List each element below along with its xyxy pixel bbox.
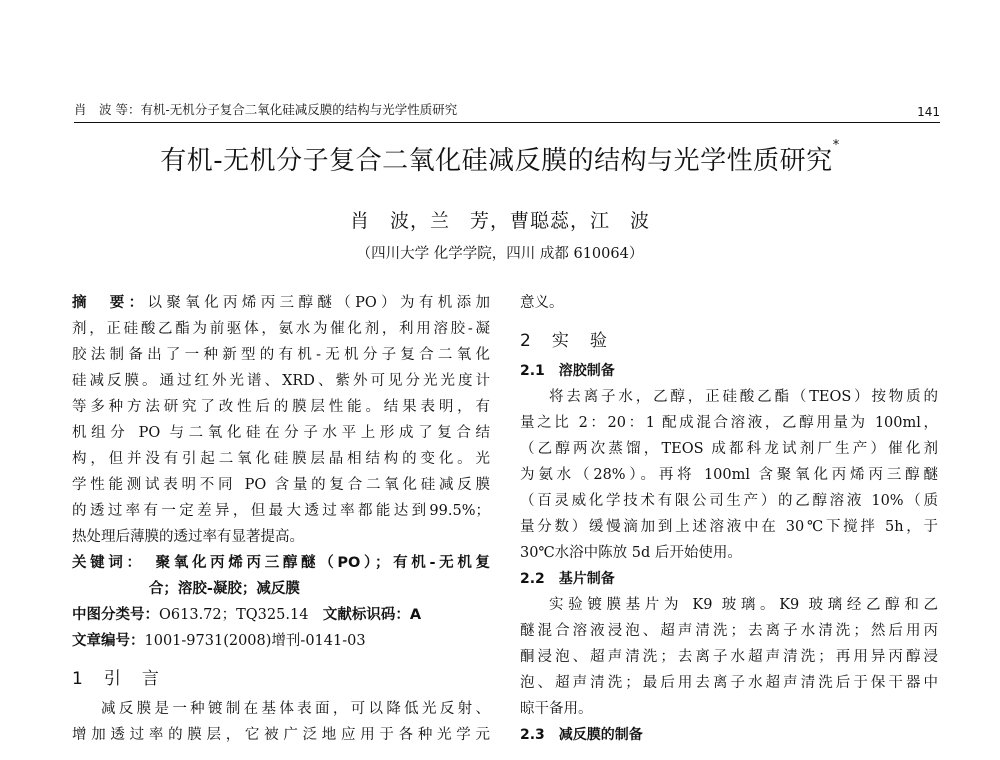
article-number-line xyxy=(72,628,490,654)
right-column xyxy=(520,290,938,748)
body-line: 酮浸泡、超声清洗；去离子水超声清洗；再用异丙醇浸 xyxy=(520,649,938,665)
keywords-line: 关键词： 聚氧化丙烯丙三醇醚（PO）；有机-无机复 xyxy=(72,555,490,571)
abstract-line: 硅减反膜。通过红外光谱、XRD、紫外可见分光光度计 xyxy=(72,373,490,389)
article-title xyxy=(0,140,1000,177)
body-line: 将去离子水，乙醇，正硅酸乙酯（TEOS）按物质的 xyxy=(549,389,938,405)
classification-value: O613.72；TQ325.14 xyxy=(159,607,309,623)
abstract-line: 机组分 PO 与二氧化硅在分子水平上形成了复合结 xyxy=(72,425,490,441)
abstract-line: 等多种方法研究了改性后的膜层性能。结果表明，有 xyxy=(72,399,490,415)
body-line: 30℃水浴中陈放 5d 后开始使用。 xyxy=(520,545,742,561)
title-footnote-mark: * xyxy=(832,138,840,153)
body-line: 泡、超声清洗；最后用去离子水超声清洗后于保干器中 xyxy=(520,675,938,691)
subsection-2-3-heading: 2.3 减反膜的制备 xyxy=(520,727,643,743)
section-1-heading: 1 引 言 xyxy=(72,669,161,689)
abstract-line: 热处理后薄膜的透过率有显著提高。 xyxy=(72,529,304,545)
affiliation: （四川大学 化学学院，四川 成都 610064） xyxy=(356,246,644,262)
section-2-heading: 2 实 验 xyxy=(520,331,609,351)
keywords-label: 关键词： xyxy=(72,555,138,571)
classification-line xyxy=(72,602,490,628)
left-column xyxy=(72,290,490,748)
abstract-line: 学性能测试表明不同 PO 含量的复合二氧化硅减反膜 xyxy=(72,477,490,493)
body-line: 醚混合溶液浸泡、超声清洗；去离子水清洗；然后用丙 xyxy=(520,623,938,639)
doc-code: A xyxy=(409,607,422,623)
body-line: 为氨水（28%）。再将 100ml 含聚氧化丙烯丙三醇醚 xyxy=(520,467,938,483)
classification-label: 中图分类号： xyxy=(72,607,159,623)
title-text: 有机-无机分子复合二氧化硅减反膜的结构与光学性质研究 xyxy=(160,146,833,176)
article-number-value: 1001-9731(2008)增刊-0141-03 xyxy=(144,633,366,649)
body-line: 增加透过率的膜层，它被广泛地应用于各种光学元 xyxy=(72,727,490,743)
body-line: （乙醇两次蒸馏，TEOS 成都科龙试剂厂生产）催化剂 xyxy=(520,441,938,457)
body-line: 量之比 2：20：1 配成混合溶液，乙醇用量为 100ml， xyxy=(520,415,938,431)
abstract-line: 胶法制备出了一种新型的有机-无机分子复合二氧化 xyxy=(72,347,490,363)
keywords xyxy=(72,550,490,602)
body-line: （百灵威化学技术有限公司生产）的乙醇溶液 10%（质 xyxy=(520,493,938,509)
abstract-line: 的透过率有一定差异，但最大透过率都能达到99.5%； xyxy=(72,503,490,519)
running-header-text: 肖 波 等：有机-无机分子复合二氧化硅减反膜的结构与光学性质研究 xyxy=(74,102,458,117)
body-line: 量分数）缓慢滴加到上述溶液中在 30℃下搅拌 5h，于 xyxy=(520,519,938,535)
keywords-line: 合；溶胶-凝胶；减反膜 xyxy=(148,581,300,597)
authors: 肖 波，兰 芳，曹聪蕊，江 波 xyxy=(349,210,650,232)
abstract-line: 剂，正硅酸乙酯为前驱体，氨水为催化剂，利用溶胶-凝 xyxy=(72,321,490,337)
doc-code-label: 文献标识码： xyxy=(322,607,410,623)
body-line: 减反膜是一种镀制在基体表面，可以降低光反射、 xyxy=(101,701,490,717)
abstract-label: 摘 要： xyxy=(72,295,148,311)
article-number-label: 文章编号： xyxy=(72,633,145,649)
running-header xyxy=(74,100,940,123)
body-line: 晾干备用。 xyxy=(520,701,593,717)
abstract-line: 构，但并没有引起二氧化硅膜层晶相结构的变化。光 xyxy=(72,451,490,467)
body-line: 实验镀膜基片为 K9 玻璃。K9 玻璃经乙醇和乙 xyxy=(549,597,938,613)
abstract xyxy=(72,290,490,550)
subsection-2-2-heading: 2.2 基片制备 xyxy=(520,571,615,587)
subsection-2-1-heading: 2.1 溶胶制备 xyxy=(520,363,615,379)
carry-over-text: 意义。 xyxy=(520,295,564,311)
abstract-line: 摘 要：以聚氧化丙烯丙三醇醚（PO）为有机添加 xyxy=(72,295,490,311)
page-number: 141 xyxy=(917,105,940,119)
